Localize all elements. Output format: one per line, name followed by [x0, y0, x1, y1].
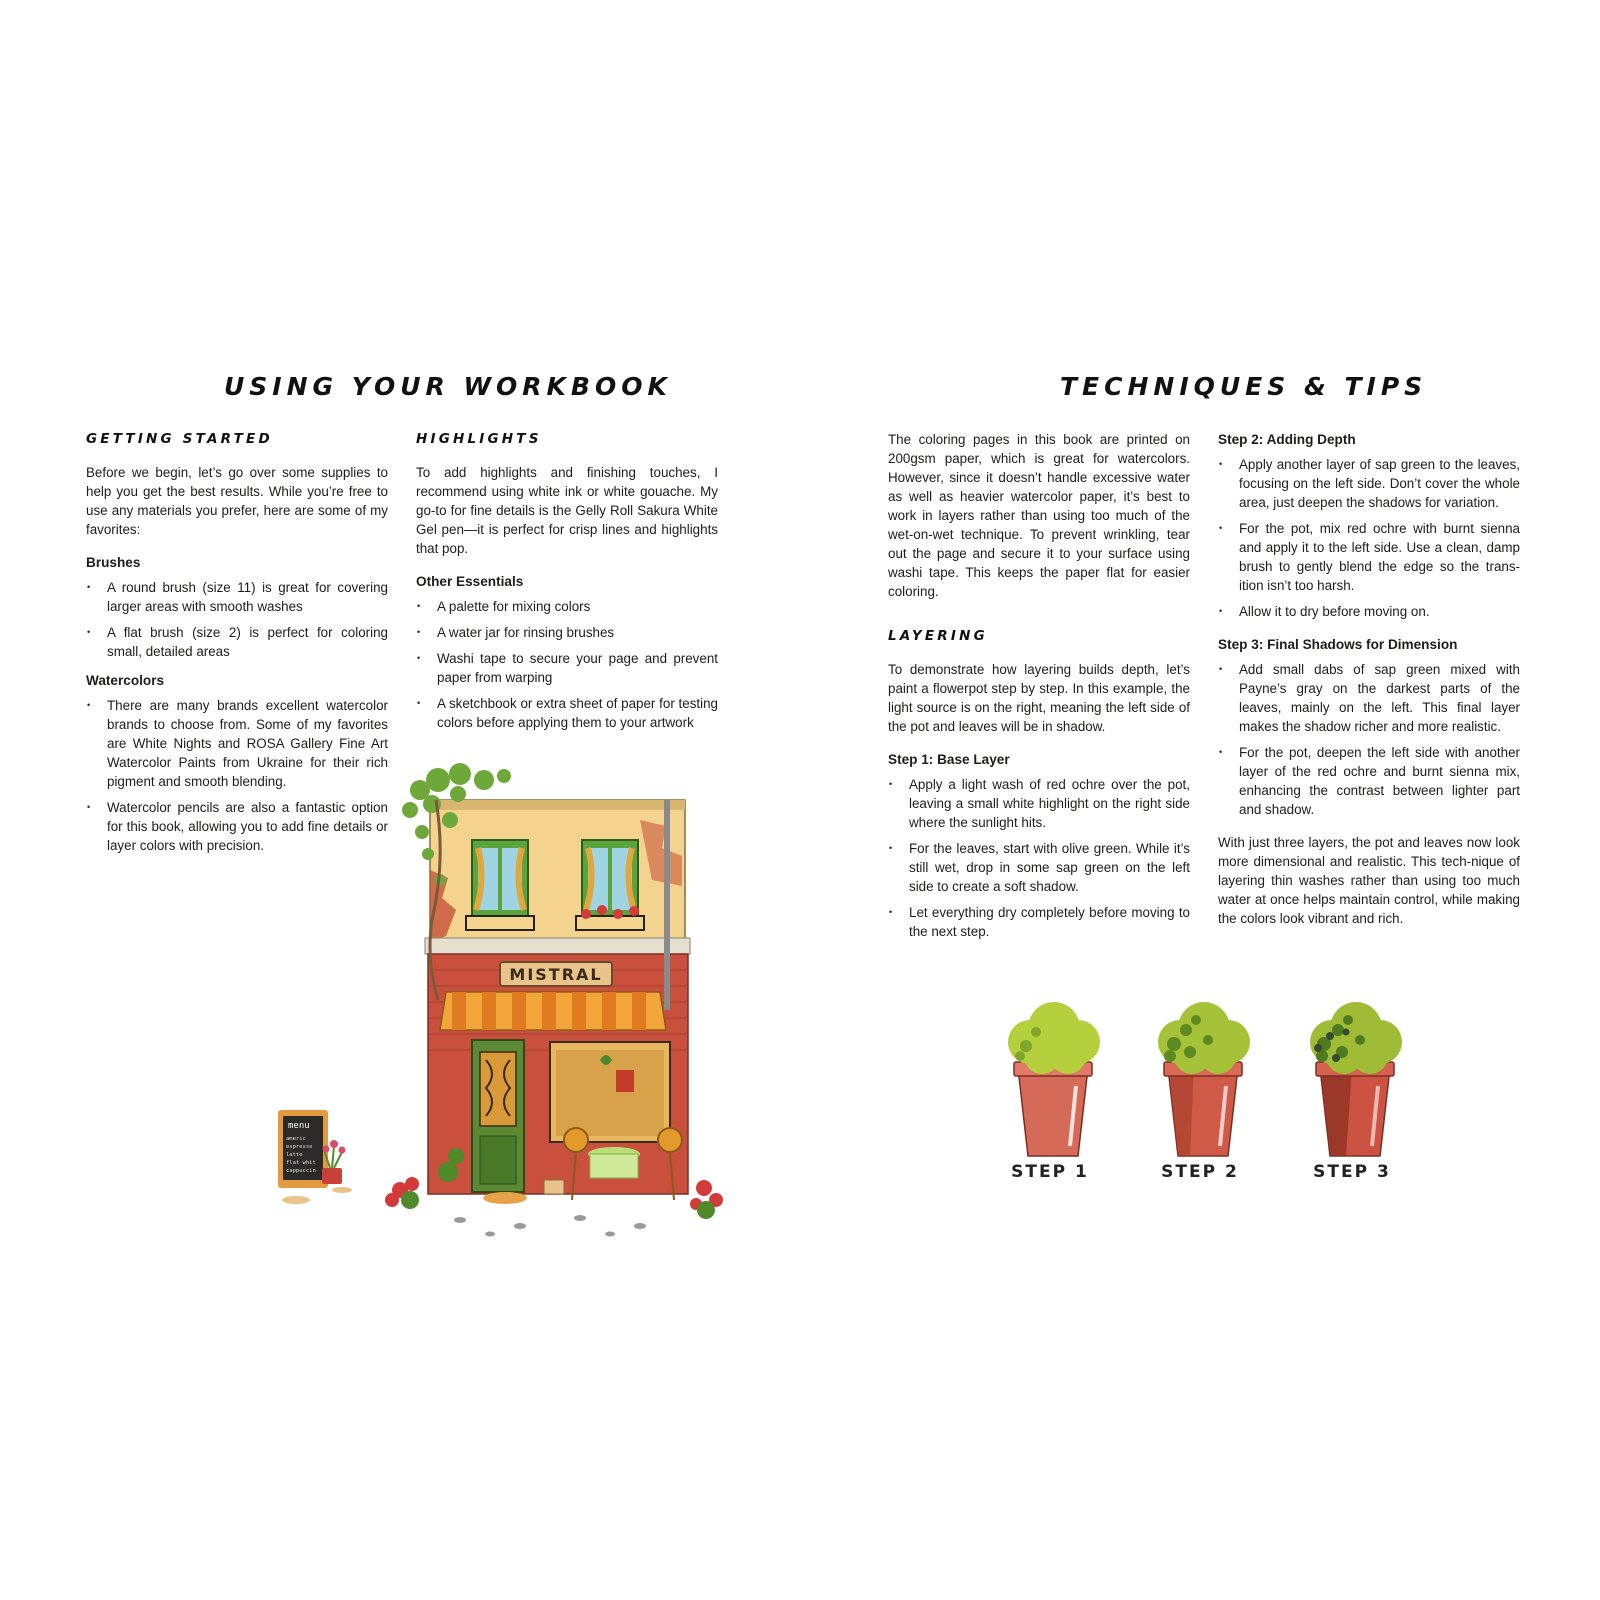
- step3-label: STEP 3: [1313, 1162, 1391, 1182]
- getting-started-intro: Before we begin, let’s go over some supplies to help you get the best results. While you’re free to use any materials you prefer, here are some of my favorites:: [86, 465, 388, 537]
- svg-text:espresso: espresso: [286, 1144, 313, 1150]
- upper-window-left: [466, 840, 534, 930]
- step1-list: [888, 775, 1190, 941]
- cafe-storefront-illustration: [260, 760, 760, 1260]
- list-item: • Watercolor pencils are also a fantastic option for this book, allowing you to add fine details or layer colors with precision.: [86, 798, 388, 855]
- svg-text:MISTRAL: MISTRAL: [509, 965, 603, 984]
- step3-list: [1218, 660, 1520, 819]
- layering-closing: With just three layers, the pot and leaves now look more dimensional and realistic. This tech-nique of layering thin washes rather than using too much water at once helps maintain control, while making the colors look vibrant and rich.: [1218, 835, 1520, 926]
- brushes-list: [86, 578, 388, 661]
- list-item: • A round brush (size 11) is great for covering larger areas with smooth washes: [86, 578, 388, 616]
- techniques-intro: The coloring pages in this book are printed on 200gsm paper, which is great for watercolors. However, since it doesn’t handle excessive water as well as heavier watercolor paper, it’s best to work in layers rather than using too much of the wet-on-wet technique. To prevent wrinkling, tear out the page and secure it to your surface using washi tape. This keeps the paper flat for easier coloring.: [888, 432, 1190, 599]
- flowerpot-step2-illustration: [1130, 990, 1270, 1160]
- page-title-using-workbook: USING YOUR WORKBOOK: [224, 372, 672, 401]
- list-item: • For the leaves, start with olive green. While it’s still wet, drop in some sap green on the left side to create a soft shadow.: [888, 839, 1190, 896]
- section-title-getting-started: GETTING STARTED: [86, 431, 273, 447]
- list-item: • Allow it to dry before moving on.: [1218, 602, 1520, 621]
- section-title-highlights: HIGHLIGHTS: [416, 431, 542, 447]
- other-essentials-heading: Other Essentials: [416, 574, 524, 589]
- list-item: • Let everything dry completely before moving to the next step.: [888, 903, 1190, 941]
- list-item: • For the pot, mix red ochre with burnt sienna and apply it to the left side. Use a clean, damp brush to gently blend the edge so the trans-ition isn’t too harsh.: [1218, 519, 1520, 595]
- watercolors-heading: Watercolors: [86, 673, 165, 688]
- list-item: • A flat brush (size 2) is perfect for coloring small, detailed areas: [86, 623, 388, 661]
- list-item: • Add small dabs of sap green mixed with Payne’s gray on the darkest parts of the leaves, mainly on the left. This final layer makes the shadow richer and more realistic.: [1218, 660, 1520, 736]
- page-title-techniques: TECHNIQUES & TIPS: [1060, 372, 1428, 401]
- menu-board: [278, 1110, 352, 1204]
- flowerpot-step1-illustration: [980, 990, 1120, 1160]
- techniques-column-left: [888, 430, 1190, 948]
- svg-text:menu: menu: [288, 1121, 310, 1131]
- step1-heading: Step 1: Base Layer: [888, 752, 1010, 767]
- step1-label: STEP 1: [1011, 1162, 1089, 1182]
- list-item: • A water jar for rinsing brushes: [416, 623, 718, 642]
- list-item: • Apply another layer of sap green to the leaves, focusing on the left side. Don’t cover the whole area, just deepen the shadows for variation.: [1218, 455, 1520, 512]
- svg-text:cappuccin: cappuccin: [286, 1168, 316, 1174]
- step2-list: [1218, 455, 1520, 621]
- list-item: • A palette for mixing colors: [416, 597, 718, 616]
- step2-label: STEP 2: [1161, 1162, 1239, 1182]
- svg-text:latte: latte: [286, 1152, 303, 1158]
- list-item: • For the pot, deepen the left side with another layer of the red ochre and burnt sienna mix, enhancing the contrast between lighter part and shadow.: [1218, 743, 1520, 819]
- techniques-column-right: [1218, 430, 1520, 928]
- upper-window-right: [576, 840, 644, 930]
- highlights-column: [416, 430, 718, 739]
- svg-text:flat whit: flat whit: [286, 1160, 316, 1166]
- section-title-layering: LAYERING: [888, 628, 988, 644]
- list-item: • Apply a light wash of red ochre over the pot, leaving a small white highlight on the right side where the sunlight hits.: [888, 775, 1190, 832]
- step2-heading: Step 2: Adding Depth: [1218, 432, 1356, 447]
- other-essentials-list: [416, 597, 718, 732]
- step3-heading: Step 3: Final Shadows for Dimension: [1218, 637, 1458, 652]
- flowerpot-step3-illustration: [1282, 990, 1422, 1160]
- highlights-text: To add highlights and finishing touches, I recommend using white ink or white gouache. My go-to for fine details is the Gelly Roll Sakura White Gel pen—it is perfect for crisp lines and highlights that pop.: [416, 465, 718, 556]
- layering-text: To demonstrate how layering builds depth, let’s paint a flowerpot step by step. In this example, the light source is on the right, meaning the left side of the pot and leaves will be in shadow.: [888, 662, 1190, 734]
- svg-text:americ: americ: [286, 1136, 306, 1142]
- list-item: • A sketchbook or extra sheet of paper for testing colors before applying them to your artwork: [416, 694, 718, 732]
- list-item: • Washi tape to secure your page and prevent paper from warping: [416, 649, 718, 687]
- brushes-heading: Brushes: [86, 555, 141, 570]
- list-item: • There are many brands excellent watercolor brands to choose from. Some of my favorites are White Nights and ROSA Gallery Fine Art Watercolor Paints from Ukraine for their rich pigment and smooth blending.: [86, 696, 388, 791]
